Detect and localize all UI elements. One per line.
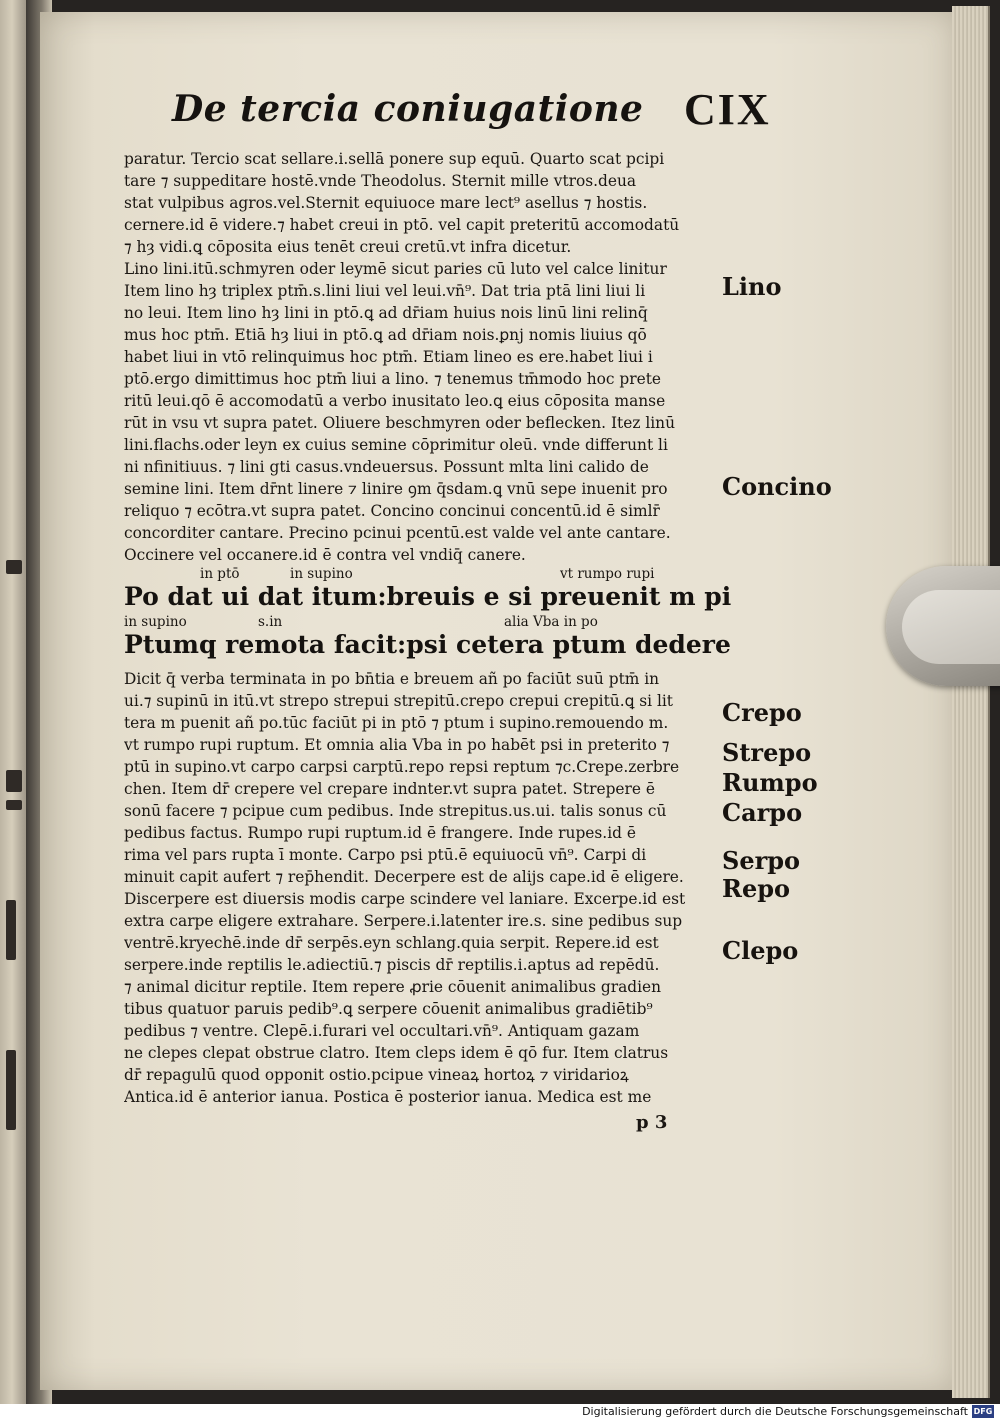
margin-note-serpo: Serpo — [722, 846, 801, 875]
text-line: Antica.id ē anterior ianua. Postica ē posterior ianua. Medica est me — [124, 1088, 652, 1106]
text-line: Occinere vel occanere.id ē contra vel vndiq̄ canere. — [124, 546, 526, 564]
ink-mark — [6, 560, 22, 574]
interlinear-gloss: vt rumpo rupi — [560, 566, 655, 582]
dfg-logo-icon: DFG — [973, 1407, 993, 1416]
text-line: ⁊ animal dicitur reptile. Item repere ꝓrie cōuenit animalibus gradien — [124, 978, 662, 996]
interlinear-gloss: in supino — [124, 614, 187, 630]
text-line: reliquo ⁊ ecōtra.vt supra patet. Concino concinui concentū.id ē simlr̄ — [124, 502, 660, 520]
margin-note-strepo: Strepo — [722, 738, 812, 767]
text-line: tera m puenit añ po.tūc faciūt pi in ptō ⁊ ptum i supino.remouendo m. — [124, 714, 669, 732]
text-line: pedibus factus. Rumpo rupi ruptum.id ē frangere. Inde rupes.id ē — [124, 824, 636, 842]
text-line: rima vel pars rupta ī monte. Carpo psi ptū.ē equiuocū vn̄⁹. Carpi di — [124, 846, 647, 864]
text-line: Dicit q̄ verba terminata in po bn̄tia e breuem añ po faciūt suū ptm̄ in — [124, 670, 660, 688]
margin-note-lino: Lino — [722, 272, 782, 301]
text-line: tibus quatuor paruis pedib⁹.ꝗ serpere cōuenit animalibus gradiētib⁹ — [124, 1000, 653, 1018]
interlinear-gloss: alia Vba in po — [504, 614, 598, 630]
text-line: Item lino hȝ triplex ptm̄.s.lini liui vel leui.vn̄⁹. Dat tria ptā lini liui li — [124, 282, 646, 300]
text-line: pedibus ⁊ ventre. Clepē.i.furari vel occultari.vn̄⁹. Antiquam gazam — [124, 1022, 640, 1040]
margin-note-concino: Concino — [722, 472, 832, 501]
text-line: ui.⁊ supinū in itū.vt strepo strepui strepitū.crepo crepui crepitū.ꝗ si lit — [124, 692, 673, 710]
text-line: paratur. Tercio scat sellare.i.sellā ponere sup equū. Quarto scat pcipi — [124, 150, 665, 168]
interlinear-gloss: in ptō — [200, 566, 240, 582]
text-line: rūt in vsu vt supra patet. Oliuere beschmyren oder beflecken. Itez linū — [124, 414, 676, 432]
text-line: tare ⁊ suppeditare hostē.vnde Theodolus. Sternit mille vtros.deua — [124, 172, 637, 190]
text-line: lini.flachs.oder leyn ex cuius semine cōprimitur oleū. vnde differunt li — [124, 436, 668, 454]
text-line: semine lini. Item dr̄nt linere ⁊ linire ꝯm q̄sdam.ꝗ vnū sepe inuenit pro — [124, 480, 668, 498]
verse-line: Ptumq remota facit:psi cetera ptum dedere — [124, 630, 731, 659]
text-line: concorditer cantare. Precino pcinui pcentū.est valde vel ante cantare. — [124, 524, 671, 542]
signature-mark: p 3 — [636, 1112, 668, 1133]
text-line: cernere.id ē videre.⁊ habet creui in ptō. vel capit preteritū accomodatū — [124, 216, 680, 234]
verse-line: Po dat ui dat itum:breuis e si preuenit m pi — [124, 582, 732, 611]
text-line: serpere.inde reptilis le.adiectiū.⁊ piscis dr̄ reptilis.i.aptus ad repēdū. — [124, 956, 660, 974]
interlinear-gloss: in supino — [290, 566, 353, 582]
text-line: dr̄ repagulū quod opponit ostio.pcipue vineaꝝ hortoꝝ ⁊ viridarioꝝ — [124, 1066, 629, 1084]
text-line: extra carpe eligere extrahare. Serpere.i.latenter ire.s. sine pedibus sup — [124, 912, 683, 930]
page-edges — [952, 6, 990, 1398]
text-line: no leui. Item lino hȝ lini in ptō.ꝗ ad dr̄iam huius nois linū lini relinq̄ — [124, 304, 648, 322]
folio-number: CIX — [684, 85, 771, 134]
text-line: ⁊ hȝ vidi.ꝗ cōposita eius tenēt creui cretū.vt infra dicetur. — [124, 238, 572, 256]
text-line: ritū leui.qō ē accomodatū a verbo inusitato leo.ꝗ eius cōposita manse — [124, 392, 666, 410]
text-line: vt rumpo rupi ruptum. Et omnia alia Vba in po habēt psi in preterito ⁊ — [124, 736, 670, 754]
margin-note-crepo: Crepo — [722, 698, 802, 727]
margin-note-rumpo: Rumpo — [722, 768, 818, 797]
bookmark-clip-highlight — [902, 590, 1000, 664]
footer-credit: Digitalisierung gefördert durch die Deutsche Forschungsgemeinschaft — [582, 1405, 968, 1418]
running-header: De tercia coniugatione — [172, 88, 644, 130]
text-line: minuit capit aufert ⁊ rep̄hendit. Decerpere est de alijs cape.id ē eligere. — [124, 868, 684, 886]
interlinear-gloss: s.in — [258, 614, 283, 630]
text-line: chen. Item dr̄ crepere vel crepare indnter.vt supra patet. Strepere ē — [124, 780, 656, 798]
text-line: ptō.ergo dimittimus hoc ptm̄ liui a lino. ⁊ tenemus tm̄modo hoc prete — [124, 370, 662, 388]
text-line: ne clepes clepat obstrue clatro. Item cleps idem ē qō fur. Item clatrus — [124, 1044, 669, 1062]
text-line: ventrē.kryechē.inde dr̄ serpēs.eyn schlang.quia serpit. Repere.id est — [124, 934, 659, 952]
ink-mark — [6, 770, 22, 792]
ink-mark — [6, 900, 16, 960]
text-line: ni nfinitiuus. ⁊ lini gti casus.vndeuersus. Possunt mlta lini calido de — [124, 458, 649, 476]
text-line: Lino lini.itū.schmyren oder leymē sicut paries cū luto vel calce linitur — [124, 260, 667, 278]
ink-mark — [6, 800, 22, 810]
text-line: mus hoc ptm̄. Etiā hȝ liui in ptō.ꝗ ad dr̄iam nois.ꝑnj nomis liuius qō — [124, 326, 647, 344]
margin-note-carpo: Carpo — [722, 798, 803, 827]
text-line: habet liui in vtō relinquimus hoc ptm̄. Etiam lineo es ere.habet liui i — [124, 348, 653, 366]
text-line: ptū in supino.vt carpo carpsi carptū.repo repsi reptum ⁊c.Crepe.zerbre — [124, 758, 680, 776]
text-line: sonū facere ⁊ pcipue cum pedibus. Inde strepitus.us.ui. talis sonus cū — [124, 802, 667, 820]
margin-note-repo: Repo — [722, 874, 791, 903]
text-line: stat vulpibus agros.vel.Sternit equiuoce mare lect⁹ asellus ⁊ hostis. — [124, 194, 648, 212]
text-line: Discerpere est diuersis modis carpe scindere vel laniare. Excerpe.id est — [124, 890, 686, 908]
margin-note-clepo: Clepo — [722, 936, 799, 965]
ink-mark — [6, 1050, 16, 1130]
